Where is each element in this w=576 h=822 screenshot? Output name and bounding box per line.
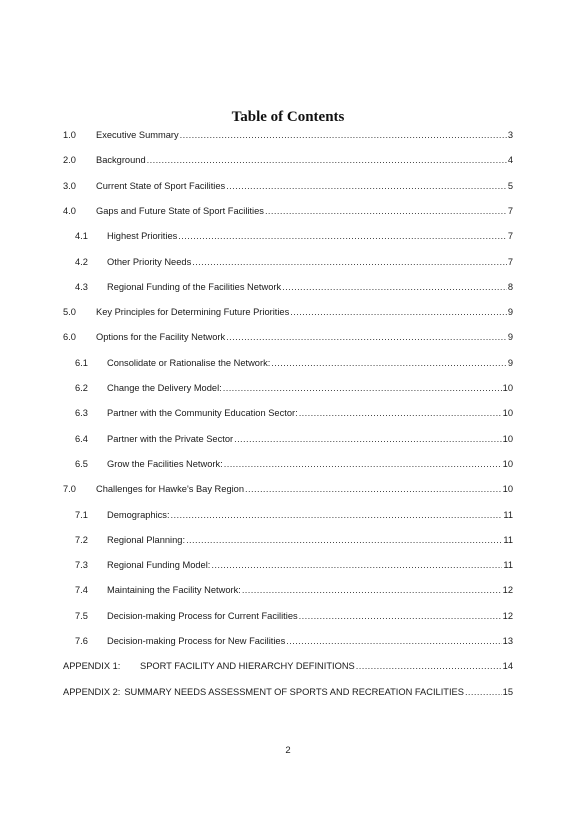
toc-entry-number: 7.1 [75, 509, 88, 520]
toc-dot-leader [290, 305, 507, 319]
toc-entry-title: Partner with the Private Sector [107, 433, 234, 444]
toc-dot-leader [192, 255, 507, 269]
toc-entry-page: 11 [503, 509, 513, 520]
toc-entry-number: 1.0 [63, 130, 76, 140]
toc-entry-title: SPORT FACILITY AND HIERARCHY DEFINITIONS [140, 661, 355, 672]
toc-entry-page: 10 [502, 458, 513, 469]
toc-entry-title: Decision-making Process for New Facilities [107, 636, 286, 646]
toc-entry-number: 7.5 [75, 610, 88, 621]
toc-dot-leader [265, 204, 507, 218]
toc-entry-page: 7 [507, 256, 513, 267]
toc-entry[interactable] [75, 255, 513, 269]
toc-entry-title: Change the Delivery Model: [107, 383, 222, 393]
toc-entry[interactable] [75, 432, 513, 446]
toc-entry-page: 14 [502, 661, 513, 672]
toc-entry-page: 9 [507, 307, 513, 318]
toc-entry[interactable] [75, 280, 513, 294]
toc-entry-title: Challenges for Hawke's Bay Region [96, 484, 245, 495]
toc-heading: Table of Contents [231, 109, 345, 125]
toc-entry-page: 10 [502, 408, 513, 419]
toc-entry-number: 6.5 [75, 458, 88, 469]
toc-entry[interactable] [75, 634, 513, 648]
toc-dot-leader [299, 609, 502, 623]
toc-dot-leader [211, 558, 502, 572]
toc-entry-page: 10 [502, 484, 513, 495]
toc-dot-leader [286, 634, 501, 648]
toc-entry-title: Regional Funding of the Facilities Network [107, 281, 282, 292]
toc-entry[interactable] [75, 457, 513, 471]
toc-entry[interactable] [75, 356, 513, 370]
toc-dot-leader [234, 432, 502, 446]
toc-entry[interactable] [75, 508, 513, 522]
toc-entry-page: 8 [507, 281, 513, 292]
toc-entry-page: 9 [507, 357, 513, 368]
toc-entry-page: 4 [507, 155, 513, 166]
toc-entry-number: 4.0 [63, 205, 76, 216]
toc-entry[interactable] [63, 330, 513, 344]
toc-entry-page: 15 [502, 686, 513, 697]
toc-entry-title: Maintaining the Facility Network: [107, 585, 241, 596]
toc-entry-number: 6.4 [75, 433, 88, 444]
toc-entry[interactable] [75, 583, 513, 597]
toc-dot-leader [356, 659, 502, 673]
toc-entry-number: 6.1 [75, 357, 88, 368]
toc-entry-title: Background [96, 155, 146, 166]
toc-entry[interactable] [63, 204, 513, 218]
toc-dot-leader [147, 153, 507, 167]
toc-entry-page: 10 [502, 433, 513, 444]
toc-entry[interactable] [75, 558, 513, 572]
toc-entry-page: 13 [502, 636, 513, 646]
toc-entry-page: 7 [507, 205, 513, 216]
toc-entry-page: 3 [507, 130, 513, 140]
toc-entry-title: SUMMARY NEEDS ASSESSMENT OF SPORTS AND RECREATION FACILITIES [124, 686, 464, 697]
toc-dot-leader [226, 179, 507, 193]
toc-entry-number: 7.0 [63, 484, 76, 495]
toc-entry-page: 12 [502, 585, 513, 596]
toc-entry-title: Partner with the Community Education Sector: [107, 408, 298, 419]
toc-dot-leader [178, 229, 507, 243]
toc-entry-page: 5 [507, 180, 513, 191]
toc-entry-number: 7.3 [75, 560, 88, 571]
toc-entry-title: Grow the Facilities Network: [107, 458, 223, 469]
toc-entry[interactable] [63, 482, 513, 496]
toc-entry[interactable] [63, 179, 513, 193]
toc-entry-title: Decision-making Process for Current Facilities [107, 610, 298, 621]
toc-entry[interactable] [75, 381, 513, 395]
toc-dot-leader [242, 583, 502, 597]
toc-dot-leader [171, 508, 503, 522]
toc-entry-number: 7.4 [75, 585, 88, 596]
toc-entry-number: 5.0 [63, 307, 76, 318]
toc-entry[interactable] [63, 153, 513, 167]
toc-entry-title: Regional Funding Model: [107, 560, 211, 571]
toc-dot-leader [186, 533, 502, 547]
toc-entry-page: 11 [503, 560, 513, 571]
toc-entry[interactable] [75, 229, 513, 243]
toc-dot-leader [282, 280, 507, 294]
toc-entry-number: 4.1 [75, 231, 88, 242]
toc-entry-number: APPENDIX 2: [63, 686, 121, 697]
toc-entry-number: 6.3 [75, 408, 88, 419]
toc-entry-title: Gaps and Future State of Sport Facilities [96, 205, 264, 216]
toc-dot-leader [226, 330, 507, 344]
toc-dot-leader [224, 457, 502, 471]
toc-entry-title: Current State of Sport Facilities [96, 180, 226, 191]
toc-dot-leader [180, 128, 507, 142]
toc-entry-number: 7.2 [75, 534, 88, 545]
toc-entry[interactable] [63, 685, 513, 699]
toc-entry-title: Key Principles for Determining Future Priorities [96, 307, 290, 318]
toc-entry[interactable] [63, 128, 513, 142]
toc-entry-page: 10 [502, 383, 513, 393]
toc-entry-page: 12 [502, 610, 513, 621]
toc-entry-title: Regional Planning: [107, 534, 186, 545]
toc-entry-page: 7 [507, 231, 513, 242]
toc-entry-number: 6.2 [75, 383, 88, 393]
toc-entry[interactable] [75, 406, 513, 420]
toc-dot-leader [271, 356, 507, 370]
toc-entry-title: Demographics: [107, 509, 170, 520]
toc-entry-number: APPENDIX 1: [63, 661, 121, 672]
toc-entry-number: 3.0 [63, 180, 76, 191]
toc-entry-title: Options for the Facility Network [96, 332, 226, 343]
toc-entry[interactable] [75, 533, 513, 547]
toc-entry-page: 9 [507, 332, 513, 343]
toc-entry[interactable] [63, 659, 513, 673]
toc-entry-number: 4.2 [75, 256, 88, 267]
toc-entry-title: Consolidate or Rationalise the Network: [107, 357, 271, 368]
toc-dot-leader [245, 482, 502, 496]
toc-entry-number: 6.0 [63, 332, 76, 343]
toc-entry[interactable] [63, 305, 513, 319]
toc-dot-leader [223, 381, 502, 395]
toc-entry-title: Executive Summary [96, 130, 179, 140]
toc-entry-number: 4.3 [75, 281, 88, 292]
toc-entry[interactable] [75, 609, 513, 623]
toc-entry-number: 2.0 [63, 155, 76, 166]
toc-entry-title: Highest Priorities [107, 231, 178, 242]
toc-dot-leader [299, 406, 502, 420]
page-number: 2 [285, 745, 291, 756]
toc-dot-leader [465, 685, 502, 699]
toc-entry-number: 7.6 [75, 636, 88, 646]
toc-entry-page: 11 [503, 534, 513, 545]
toc-entry-title: Other Priority Needs [107, 256, 192, 267]
